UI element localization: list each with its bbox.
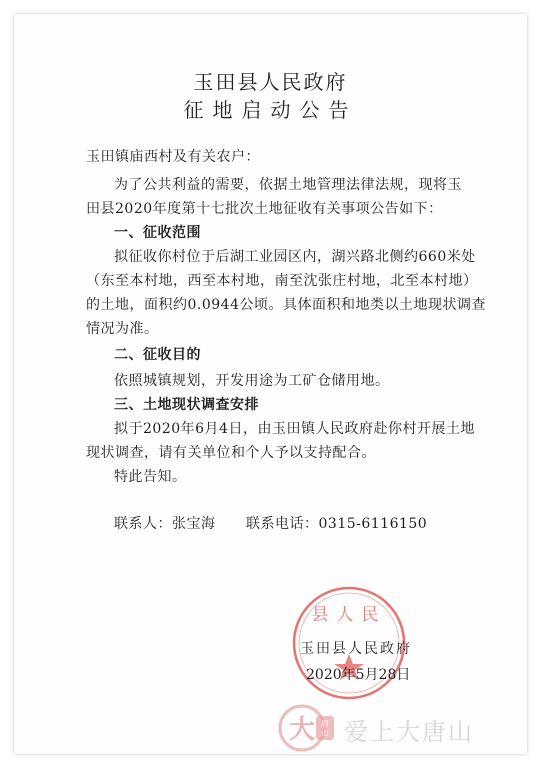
addressee: 玉田镇庙西村及有关农户： xyxy=(86,149,260,165)
svg-text:县人民: 县人民 xyxy=(311,605,387,625)
intro-line-1: 为了公共利益的需要，依据土地管理法律法规，现将玉 xyxy=(114,177,462,193)
section1-line-2: （东至本村地，西至本村地，南至沈张庄村地，北至本村地） xyxy=(86,273,478,289)
section3-line-1: 拟于2020年6月4日，由玉田镇人民政府赴你村开展土地 xyxy=(114,421,475,437)
document-title-line2: 征地启动公告 xyxy=(183,98,358,122)
watermark-logo-icon xyxy=(278,698,338,758)
section1-line-3: 的土地，面积约0.0944公顷。具体面积和地类以土地现状调查 xyxy=(86,297,486,313)
svg-text:山: 山 xyxy=(321,729,329,738)
section3-heading: 三、土地现状调查安排 xyxy=(114,397,259,413)
intro-line-2: 田县2020年度第十七批次土地征收有关事项公告如下： xyxy=(86,201,443,217)
contact-phone: 联系电话：0315-6116150 xyxy=(246,516,428,532)
watermark-text: 爱上大唐山 xyxy=(344,718,474,746)
section2-line-1: 依照城镇规划，开发用途为工矿仓储用地。 xyxy=(114,373,390,389)
section2-heading: 二、征收目的 xyxy=(114,347,201,363)
signature-organization: 玉田县人民政府 xyxy=(300,641,412,657)
section3-line-2: 现状调查，请有关单位和个人予以支持配合。 xyxy=(86,445,376,461)
signature-date: 2020年5月28日 xyxy=(306,667,411,683)
svg-text:大: 大 xyxy=(288,715,316,745)
document-title-line1: 玉田县人民政府 xyxy=(193,70,348,94)
svg-text:唐: 唐 xyxy=(321,719,329,728)
closing-text: 特此告知。 xyxy=(114,469,187,485)
section1-line-1: 拟征收你村位于后湖工业园区内，湖兴路北侧约660米处 xyxy=(114,249,476,265)
contact-person: 联系人：张宝海 xyxy=(114,516,216,532)
section1-heading: 一、征收范围 xyxy=(114,225,201,241)
section1-line-4: 情况为准。 xyxy=(86,321,159,337)
